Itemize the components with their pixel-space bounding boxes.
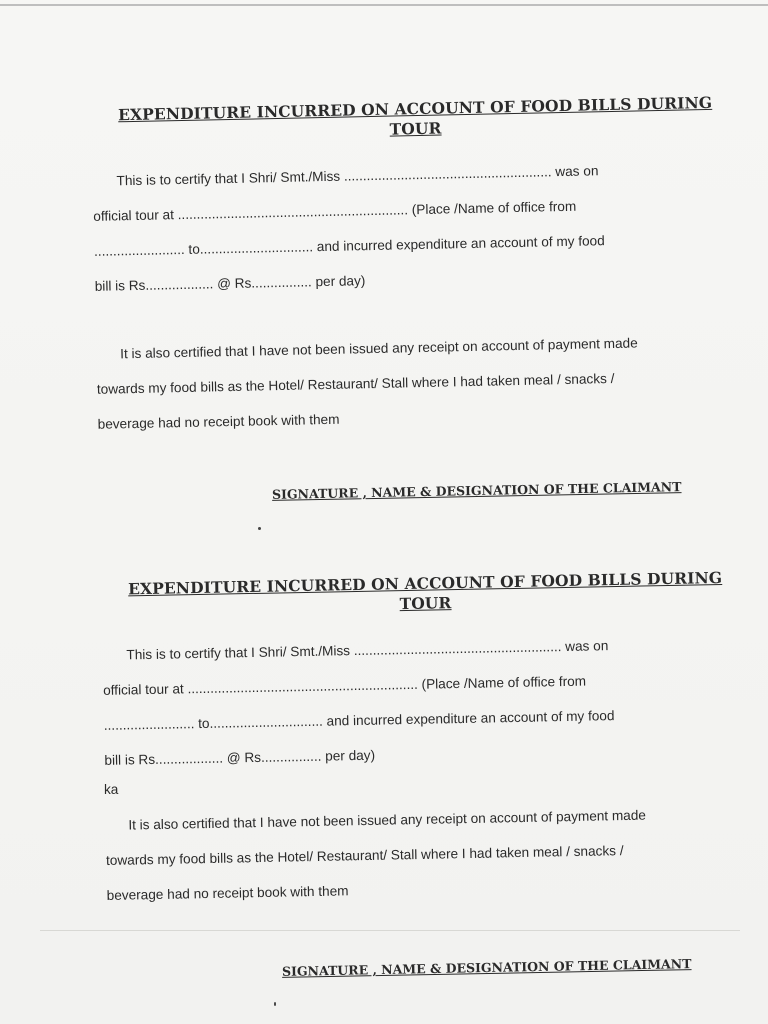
form-2-title-line-2: TOUR xyxy=(399,593,452,614)
scan-speck xyxy=(274,1002,276,1006)
form-2-certification xyxy=(105,793,767,906)
scan-fold-line xyxy=(40,930,740,931)
page-top-edge xyxy=(0,4,768,6)
form-1-line-1: This is to certify that I Shri/ Smt./Miss ....................................................... was on xyxy=(116,163,599,189)
form-1-line-5: It is also certified that I have not been issued any receipt on account of payment made xyxy=(120,335,638,362)
form-1-line-6: towards my food bills as the Hotel/ Restaurant/ Stall where I had taken meal / snacks / xyxy=(96,370,615,397)
form-1-line-7: beverage had no receipt book with them xyxy=(97,411,340,432)
form-2-line-6: towards my food bills as the Hotel/ Restaurant/ Stall where I had taken meal / snacks / xyxy=(105,843,624,868)
form-2-title-line-1: EXPENDITURE INCURRED ON ACCOUNT OF FOOD BILLS DURING xyxy=(127,567,723,599)
form-2-line-3: ........................ to.............................. and incurred expenditure an account of my food xyxy=(103,708,615,733)
form-2-line-2: official tour at ............................................................. (Place /Name of office from xyxy=(102,673,587,698)
form-1-line-3: ........................ to.............................. and incurred expenditure an account of my food xyxy=(93,233,605,259)
form-1 xyxy=(85,92,751,432)
form-2-line-7: beverage had no receipt book with them xyxy=(106,883,349,903)
scan-speck xyxy=(258,527,261,530)
form-2-line-4: bill is Rs.................. @ Rs................ per day) xyxy=(104,747,376,768)
form-1-line-4: bill is Rs.................. @ Rs................ per day) xyxy=(94,273,366,294)
form-1-line-2: official tour at ............................................................. (Place /Name of office from xyxy=(93,198,577,224)
form-1-title-line-2: TOUR xyxy=(389,118,442,139)
form-1-signature-label: SIGNATURE , NAME & DESIGNATION OF THE CLAIMANT xyxy=(271,479,682,502)
form-1-title-line-1: EXPENDITURE INCURRED ON ACCOUNT OF FOOD BILLS DURING xyxy=(117,92,713,125)
form-2-handwritten-note: ka xyxy=(104,782,119,797)
form-2-line-1: This is to certify that I Shri/ Smt./Miss ....................................................... was on xyxy=(126,638,609,663)
form-2-line-5: It is also certified that I have not been issued any receipt on account of payment made xyxy=(128,807,647,833)
form-2-signature-label: SIGNATURE , NAME & DESIGNATION OF THE CLAIMANT xyxy=(281,956,692,979)
